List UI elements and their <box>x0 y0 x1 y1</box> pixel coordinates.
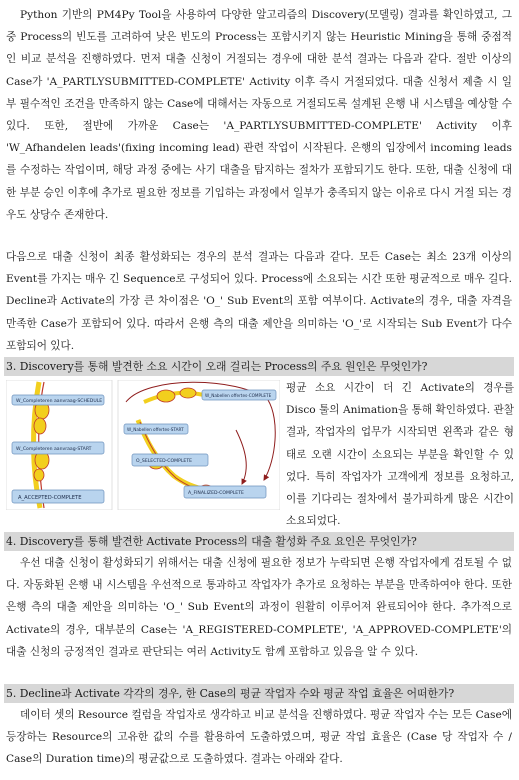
node-label: W_Completeren aanvraag-START <box>16 447 92 452</box>
section-heading-4: 4. Discovery를 통해 발견한 Activate Process의 대출 활성화 주요 요인은 무엇인가? <box>4 532 514 551</box>
section-heading-5: 5. Decline과 Activate 각각의 경우, 한 Case의 평균 작업자 수와 평균 작업 효율은 어떠한가? <box>4 684 514 703</box>
paragraph-resource-analysis: 데이터 셋의 Resource 컬럼을 작업자로 생각하고 비교 분석을 진행하였다. 평균 작업자 수는 모든 Case에 등장하는 Resource의 고유한 값의 수를 활용하여 도출하였으며, 평균 작업 효율은 (Case 당 작업자 수 / Case의 Duration time)의 평균값으로 도출하였다. 결과는 아래와 같다. <box>6 709 512 766</box>
node-label: O_SELECTED-COMPLETE <box>136 459 193 464</box>
section-heading-3: 3. Discovery를 통해 발견한 소요 시간이 오래 걸리는 Process의 주요 원인은 무엇인가? <box>4 357 514 376</box>
paragraph-activation-factors: 우선 대출 신청이 활성화되기 위해서는 대출 신청에 필요한 정보가 누락되면 은행 작업자에게 검토될 수 없다. 자동화된 은행 내 시스템을 우선적으로 통과하고 작업자가 추가로 요청하는 부분을 만족하여야 한다. 또한 은행 측의 대출 제안을 의미하는 'O_' Sub Event의 과정이 원활히 이루어져 완료되어야 한다. 추가적으로 Activate의 경우, 대부분의 Case는 'A_REGISTERED-COMPLETE', 'A_APPROVED-COMPLETE'의 대출 신청의 긍정적인 결과로 판단되는 여러 Activity도 함께 포함하고 있음을 알 수 있다. <box>6 557 512 658</box>
node-label: W_Completeren aanvraag-SCHEDULE <box>16 399 103 404</box>
process-animation-figure <box>6 380 280 510</box>
paragraph-activation-analysis: 다음으로 대출 신청이 최종 활성화되는 경우의 분석 결과는 다음과 같다. 모든 Case는 최소 23개 이상의 Event를 가지는 매우 긴 Sequence로 구성되어 있다. Process에 소요되는 시간 또한 평균적으로 매우 길다. Decline과 Activate의 가장 큰 차이점은 'O_' Sub Event의 포함 여부이다. Activate의 경우, 대출 자격을 만족한 Case가 포함되어 있다. 따라서 은행 측의 대출 제안을 의미하는 'O_'로 시작되는 Sub Event가 다수 포함되어 있다. <box>6 251 512 352</box>
paragraph-heuristic-mining: Python 기반의 PM4Py Tool을 사용하여 다양한 알고리즘의 Discovery(모델링) 결과를 확인하였고, 그 중 Process의 빈도를 고려하여 낮은 빈도의 Process는 포함시키지 않는 Heuristic Mining을 통해 중점적인 비교 분석을 진행하였다. 먼저 대출 신청이 거절되는 경우에 대한 분석 결과는 다음과 같다. 절반 이상의 Case가 'A_PARTLYSUBMITTED-COMPLETE' Activity 이후 즉시 거절되었다. 대출 신청서 제출 시 일부 필수적인 조건을 만족하지 않는 Case에 대해서는 자동으로 거절되도록 설계된 은행 내 시스템을 예상할 수 있다. 또한, 절반에 가까운 Case는 'A_PARTLYSUBMITTED-COMPLETE' Activity 이후 'W_Afhandelen leads'(fixing incoming lead) 관련 작업이 시작된다. 은행의 입장에서 incoming leads를 수정하는 작업이며, 해당 과정 중에는 사기 대출을 탐지하는 절차가 포함되기도 한다. 또한, 대출 신청에 대한 부분 승인 이후에 추가로 필요한 정보를 기입하는 과정에서 일부가 충족되지 않는 이유로 다시 거절 되는 경우도 상당수 존재한다. <box>6 9 512 221</box>
node-label: W_Nabellen offertes-START <box>127 427 184 432</box>
node-label: A_FINALIZED-COMPLETE <box>188 491 244 496</box>
node-label: W_Nabellen offertes-COMPLETE <box>205 393 272 398</box>
paragraph-duration-cause: 평균 소요 시간이 더 긴 Activate의 경우를 Disco 툴의 Animation을 통해 확인하였다. 관찰 결과, 작업자의 업무가 시작되면 왼쪽과 같은 형태로 오랜 시간이 소요되는 부분을 확인할 수 있었다. 특히 작업자가 고객에게 정보를 요청하고, 이를 기다리는 절차에서 불가피하게 많은 시간이 소요되었다. <box>286 382 514 528</box>
node-label: A_ACCEPTED-COMPLETE <box>18 495 82 501</box>
